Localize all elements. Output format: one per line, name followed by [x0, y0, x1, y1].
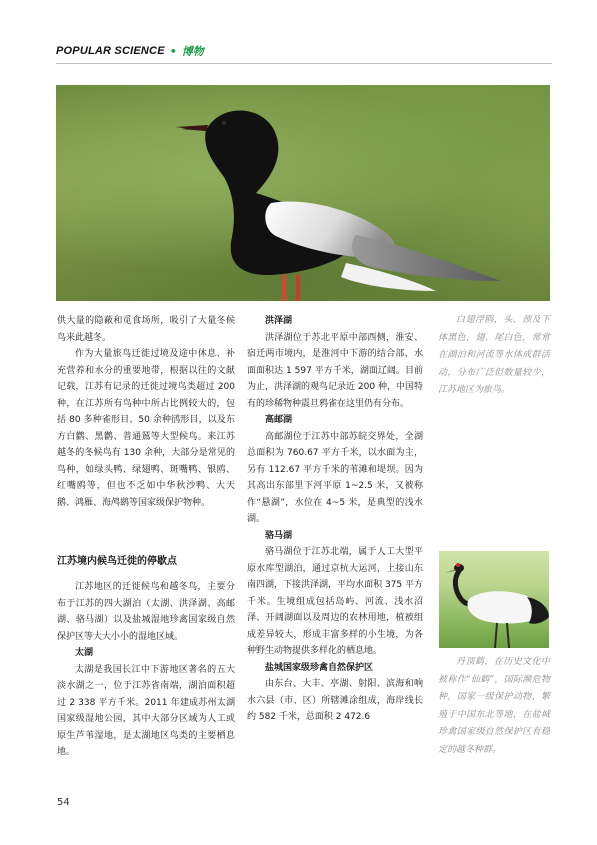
tern-caption: 白翅浮鸥，头、颈及下体黑色，翅、尾白色，常常在湖泊和河流等水体成群活动，分布广泛但数量较少，江苏地区为旅鸟。: [438, 315, 550, 395]
header-separator: •: [169, 44, 177, 58]
col1b-paragraph-2: 太湖是我国长江中下游地区著名的五大淡水湖之一，位于江苏省南端，湖泊面积超过 2 338 平方千米。2011 年建成苏州太湖国家级湿地公园，其中大部分区域为人工或原生芦苇湿地，是太湖地区鸟类的主要栖息地。: [57, 664, 235, 757]
column-1: [57, 313, 235, 511]
col1-paragraph-2: 作为大量旅鸟迁徙过境及途中休息、补充营养和水分的重要地带，根据以往的文献记载，江苏有记录的迁徙过境鸟类超过 200 种，在江苏所有鸟种中所占比例较大的，包括 80 多种雀形目、50 余种鸻形目，以及东方白鹳、黑鹳、普通鵟等大型候鸟。来江苏越冬的冬候鸟有 130 余种，大部分是常见的鸟种，如绿头鸭、绿翅鸭、斑嘴鸭、银鸥、红嘴鸥等，但也不乏如中华秋沙鸭、大天鹅、鸿雁、海鸬鹚等国家级保护物种。: [57, 349, 235, 508]
subheading-hongze: 洪泽湖: [265, 316, 293, 326]
header-rule: [56, 63, 552, 64]
col1-paragraph-1: 供大量的隐蔽和觅食场所，吸引了大量冬候鸟来此越冬。: [57, 316, 235, 343]
paragraph-luoma: 骆马湖位于江苏北端，属于人工大型平原水库型湖泊，通过京杭大运河，上接山东南四湖，下接洪泽湖，平均水面积 375 平方千米。生境组成包括岛屿、河流、浅水沼泽、开阔湖面以及周边的农林用地，植被组成差异较大，形成丰富多样的小生境，为各种野生动物提供多样化的栖息地。: [247, 547, 423, 656]
col1b-paragraph-1: 江苏地区的迁徙候鸟和越冬鸟，主要分布于江苏的四大湖泊（太湖、洪泽湖、高邮湖、骆马湖）以及盐城湿地珍禽国家级自然保护区等大大小小的湿地区域。: [57, 582, 235, 642]
tern-illustration: [56, 85, 550, 301]
subheading-yancheng: 盐城国家级珍禽自然保护区: [265, 662, 374, 673]
crane-illustration: [439, 551, 549, 648]
crane-photo: [439, 551, 549, 648]
paragraph-gaoyou: 高邮湖位于江苏中部苏皖交界处，全湖总面积为 760.67 平方千米，以水面为主，另有 112.67 平方千米的苇滩和堤坝。因为其高出东部里下河平原 1~2.5 米，又被称作“悬湖”，水位在 4~5 米，是典型的浅水湖。: [247, 431, 423, 524]
tern-photo: [56, 85, 550, 301]
column-1-continued: [57, 579, 235, 761]
subheading-luoma: 骆马湖: [265, 530, 293, 541]
magazine-name: POPULAR SCIENCE: [56, 45, 165, 57]
section-heading: 江苏境内候鸟迁徙的停歇点: [57, 556, 177, 567]
crane-caption: 丹顶鹤，在历史文化中被称作“仙鹤”，国际濒危物种，国家一级保护动物，繁殖于中国东北等地，在盐城珍禽国家级自然保护区有稳定的越冬种群。: [438, 657, 550, 755]
subheading-gaoyou: 高邮湖: [265, 415, 293, 425]
subheading-taihu: 太湖: [75, 648, 94, 658]
paragraph-hongze: 洪泽湖位于苏北平原中部西侧，淮安、宿迁两市境内，是淮河中下游的结合部，水面面积达 1 597 平方千米，湖面辽阔。目前为止，洪泽湖的观鸟记录近 200 种，中国特有的珍稀物种震旦鸦雀在这里仍有分布。: [247, 332, 423, 409]
column-2: [247, 313, 423, 726]
page-number: 54: [57, 797, 70, 808]
paragraph-yancheng: 由东台、大丰、亭湖、射阳、滨海和响水六县（市、区）所辖滩涂组成，海岸线长约 582 千米，总面积 2 472.6: [247, 679, 423, 722]
running-header: [56, 43, 204, 59]
section-name: 博物: [181, 45, 204, 58]
